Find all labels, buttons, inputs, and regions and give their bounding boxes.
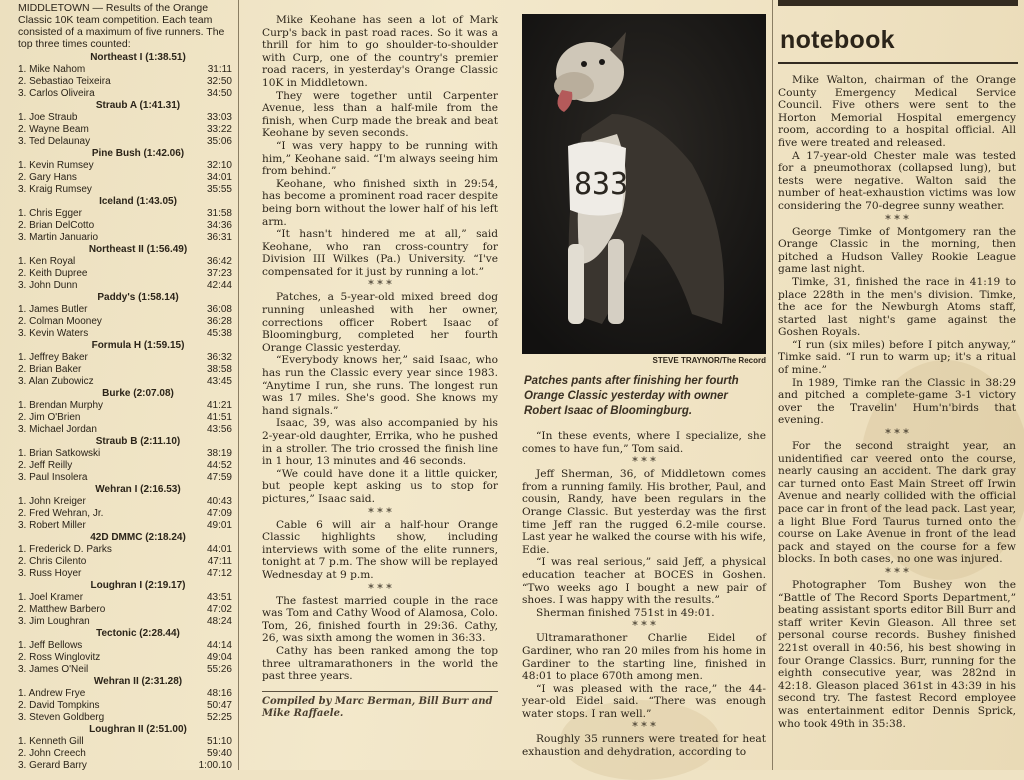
column-rule (238, 0, 239, 770)
runner-row (18, 64, 232, 76)
runner-name: 3. Steven Goldberg (18, 712, 105, 723)
runner-time: 47:12 (206, 568, 232, 579)
runner-time: 43:56 (206, 424, 232, 435)
paragraph: For the second straight year, an unidentified car veered onto the course, nearly causing an accident. The dark gray car turned onto East Main Street off Irwin Avenue and nearly collided with the official pace car in front of the lead pack. Last year, a light Blue Ford Taurus turned onto the course on Lake Avenue in front of the lead pack and stayed on the course for a few blocks. In both cases, no one was injured. (778, 440, 1016, 566)
timke-item (778, 226, 1016, 428)
team-heading: Tectonic (2:28.44) (96, 628, 180, 639)
runner-time: 32:10 (206, 160, 232, 171)
paragraph: “I run (six miles) before I pitch anyway,” Timke said. “I run to warm up; it's a ritual of mine.” (778, 338, 1016, 377)
runner-time: 42:44 (206, 280, 232, 291)
runner-time: 44:52 (206, 460, 232, 471)
runner-time: 33:03 (206, 112, 232, 123)
runner-name: 2. Ross Winglovitz (18, 652, 101, 663)
runner-time: 41:21 (206, 400, 232, 411)
runner-name: 3. Martin Januario (18, 232, 99, 243)
notebook-body (778, 74, 1016, 730)
separator-stars: * * * (632, 720, 656, 734)
runner-row (18, 88, 232, 100)
runner-name: 2. Brian DelCotto (18, 220, 95, 231)
runner-time: 45:38 (206, 328, 232, 339)
paragraph: Roughly 35 runners were treated for heat exhaustion and dehydration, according to (522, 733, 766, 759)
runner-name: 2. John Creech (18, 748, 86, 759)
paragraph: The fastest married couple in the race was Tom and Cathy Wood of Alamosa, Colo. Tom, 26, finished fourth in 29:36. Cathy, 26, was sixth among the women in 36:33. (262, 594, 498, 645)
results-intro: MIDDLETOWN — Results of the Orange Classic 10K team competition. Each team consisted of a maximum of five runners. The top three times counted: (18, 2, 225, 50)
photo-column (512, 0, 774, 770)
runner-name: 1. Ken Royal (18, 256, 76, 267)
runner-time: 38:19 (206, 448, 232, 459)
runner-time: 59:40 (206, 748, 232, 759)
paragraph: “I was very happy to be running with him,” Keohane said. “I'm always seeing him from behind.” (262, 139, 498, 178)
runner-time: 36:08 (206, 304, 232, 315)
runner-row (18, 556, 232, 568)
team-heading: Northeast I (1:38.51) (90, 52, 186, 63)
paragraph: “I was real serious,” said Jeff, a physical education teacher at BOCES in Goshen. “Two weeks ago I bought a new pair of shoes. I was happy with the results.” (522, 556, 766, 607)
paragraph: Ultramarathoner Charlie Eidel of Gardiner, who ran 20 miles from his home in Gardiner to the starting line, finished in 48:01 to place 670th among men. (522, 632, 766, 683)
runner-name: 1. Mike Nahom (18, 64, 86, 75)
team-heading: Burke (2:07.08) (102, 388, 174, 399)
separator-stars: * * * (885, 427, 909, 441)
tom-quote (522, 430, 766, 455)
separator-stars: * * * (632, 455, 656, 469)
runner-row (18, 76, 232, 88)
runner-time: 36:31 (206, 232, 232, 243)
paragraph: Mike Keohane has seen a lot of Mark Curp's back in past road races. So it was a thrill for him to go shoulder-to-shoulder with Curp, one of the country's premier road racers, in yesterday's Orange Classic 10K in Middletown. (262, 14, 498, 89)
runner-time: 48:24 (206, 616, 232, 627)
runner-row (18, 172, 232, 184)
runner-name: 2. David Tompkins (18, 700, 100, 711)
runner-row (18, 688, 232, 700)
separator-stars: * * * (368, 505, 392, 519)
team-heading: Wehran I (2:16.53) (95, 484, 181, 495)
wood-couple-item (262, 595, 498, 683)
runner-name: 1. Kevin Rumsey (18, 160, 94, 171)
runner-time: 38:58 (206, 364, 232, 375)
heat-exhaustion-item (522, 733, 766, 758)
runner-time: 44:01 (206, 544, 232, 555)
team-heading: Wehran II (2:31.28) (93, 676, 183, 687)
notebook-column (776, 0, 1024, 770)
runner-name: 1. James Butler (18, 304, 88, 315)
runner-row (18, 124, 232, 136)
dog-illustration (522, 14, 766, 354)
runner-time: 50:47 (206, 700, 232, 711)
runner-time: 52:25 (206, 712, 232, 723)
runner-time: 31:11 (207, 64, 232, 75)
runner-time: 36:42 (206, 256, 232, 267)
paragraph: “Everybody knows her,” said Isaac, who has run the Classic every year since 1983. “Anytime I run, she runs. The longest run was 17 miles. She's good. She knows my hand signals.” (262, 354, 498, 417)
runner-time: 35:06 (206, 136, 232, 147)
team-heading: Loughran II (2:51.00) (89, 724, 187, 735)
runner-name: 1. Kenneth Gill (18, 736, 84, 747)
runner-row (18, 508, 232, 520)
runner-time: 48:16 (206, 688, 232, 699)
paragraph: “It hasn't hindered me at all,” said Keohane, who ran cross-country for Division III Wilkes (Pa.) University. “I've compensated for it just by running a lot.” (262, 228, 498, 278)
paragraph: Mike Walton, chairman of the Orange County Emergency Medical Service Council. Five others were sent to the Horton Memorial Hospital emergency room, according to a hospital official. All five were treated and released. (778, 74, 1016, 149)
runner-name: 3. James O'Neil (18, 664, 89, 675)
patches-item (262, 291, 498, 505)
runner-row (18, 364, 232, 376)
article-column-2 (242, 0, 504, 770)
runner-name: 3. Robert Miller (18, 520, 86, 531)
runner-name: 3. Carlos Oliveira (18, 88, 95, 99)
runner-time: 44:14 (206, 640, 232, 651)
headline-bar (778, 0, 1018, 6)
team-heading: Loughran I (2:19.17) (90, 580, 186, 591)
runner-name: 2. Matthew Barbero (18, 604, 106, 615)
keohane-item (262, 14, 498, 278)
photo-credit: STEVE TRAYNOR/The Record (652, 356, 766, 365)
runner-name: 3. Alan Zubowicz (18, 376, 94, 387)
paragraph: A 17-year-old Chester male was tested for a pneumothorax (collapsed lung), but tests were negative. Walton said the number of heat-exhaustion victims was low considering the 70-degree sunny weather. (778, 149, 1016, 212)
separator-stars: * * * (368, 581, 392, 595)
runner-name: 2. Gary Hans (18, 172, 77, 183)
paragraph: In 1989, Timke ran the Classic in 38:29 and pitched a complete-game 3-1 victory over the Travelin' Hum'n'birds that evening. (778, 376, 1016, 427)
runner-time: 40:43 (206, 496, 232, 507)
runner-time: 36:28 (206, 316, 232, 327)
runner-row (18, 700, 232, 712)
cable-item (262, 519, 498, 582)
runner-time: 51:10 (206, 736, 232, 747)
team-heading: Iceland (1:43.05) (99, 196, 177, 207)
runner-row (18, 640, 232, 652)
runner-time: 47:02 (206, 604, 232, 615)
separator-stars: * * * (885, 565, 909, 579)
runner-row (18, 160, 232, 172)
runner-row (18, 748, 232, 760)
runner-time: 31:58 (206, 208, 232, 219)
runner-time: 49:04 (206, 652, 232, 663)
runner-row (18, 424, 232, 436)
separator-stars: * * * (632, 619, 656, 633)
runner-time: 35:55 (206, 184, 232, 195)
paragraph: Photographer Tom Bushey won the “Battle of The Record Sports Department,” beating assistant sports editor Bill Burr and staff writer Kevin Gleason. All three set personal course records. Bushey finished 221st overall in 40:56, his best showing in four Orange Classics. Burr, running for the eighth consecutive year, was 282nd in 42:18. Gleason placed 361st in 43:39 in his second try. The fastest Record employee was entertainment editor Dennis Sprick, who took 49th in 35:38. (778, 578, 1016, 730)
paragraph: Jeff Sherman, 36, of Middletown comes from a running family. His brother, Paul, and cousin, Randy, have been regulars in the Orange Classic. But yesterday was the first time Jeff ran the rugged 6.2-mile course. Last year he walked the course with his wife, Edie. (522, 468, 766, 556)
runner-name: 1. Joel Kramer (18, 592, 84, 603)
separator-stars: * * * (368, 278, 392, 292)
runner-name: 2. Wayne Beam (18, 124, 89, 135)
team-heading: 42D DMMC (2:18.24) (90, 532, 186, 543)
runner-name: 1. Frederick D. Parks (18, 544, 112, 555)
runner-time: 43:51 (206, 592, 232, 603)
runner-name: 3. Kraig Rumsey (18, 184, 92, 195)
paragraph: “In these events, where I specialize, she comes to have fun,” Tom said. (522, 430, 766, 455)
team-heading: Straub B (2:11.10) (95, 436, 181, 447)
runner-row (18, 736, 232, 748)
runner-row (18, 412, 232, 424)
team-heading: Straub A (1:41.31) (95, 100, 181, 111)
runner-row (18, 460, 232, 472)
runner-time: 34:01 (206, 172, 232, 183)
runner-time: 41:51 (206, 412, 232, 423)
runner-row (18, 376, 232, 388)
runner-row (18, 652, 232, 664)
runner-name: 1. Joe Straub (18, 112, 78, 123)
results-column (0, 0, 236, 770)
runner-name: 1. Brendan Murphy (18, 400, 104, 411)
paragraph: “We could have done it a little quicker, but people kept asking us to stop for pictures,” Isaac said. (262, 467, 498, 505)
bushey-item (778, 579, 1016, 730)
team-results-list (0, 52, 236, 770)
runner-name: 2. Keith Dupree (18, 268, 88, 279)
runner-name: 1. Jeff Bellows (18, 640, 83, 651)
runner-row (18, 400, 232, 412)
runner-time: 43:45 (206, 376, 232, 387)
sherman-item (522, 468, 766, 619)
runner-time: 34:50 (206, 88, 232, 99)
bib-number: 833 (574, 167, 629, 202)
paragraph: “I was pleased with the race,” the 44-year-old Eidel said. “There was enough water stops. I ran well.” (522, 682, 766, 720)
runner-name: 2. Chris Cilento (18, 556, 87, 567)
runner-row (18, 112, 232, 124)
runner-name: 2. Colman Mooney (18, 316, 102, 327)
runner-row (18, 136, 232, 148)
runner-row (18, 568, 232, 580)
paragraph: Cable 6 will air a half-hour Orange Classic highlights show, including interviews with some of the elite runners, tonight at 7 p.m. The show will be replayed Wednesday at 9 p.m. (262, 518, 498, 581)
dog-photo (522, 14, 766, 354)
section-headline: notebook (780, 26, 895, 54)
runner-time: 1:00.10 (198, 760, 232, 770)
runner-name: 2. Jim O'Brien (18, 412, 81, 423)
runner-name: 1. Jeffrey Baker (18, 352, 88, 363)
article-column-3 (522, 430, 766, 759)
runner-time: 47:59 (206, 472, 232, 483)
eidel-item (522, 632, 766, 720)
runner-row (18, 184, 232, 196)
paragraph: They were together until Carpenter Avenue, less than a half-mile from the finish, when Curp made the break and beat Keohane by seven seconds. (262, 89, 498, 140)
runner-row (18, 328, 232, 340)
runner-row (18, 760, 232, 770)
runner-name: 3. John Dunn (18, 280, 78, 291)
runner-row (18, 268, 232, 280)
runner-row (18, 520, 232, 532)
runner-name: 1. Chris Egger (18, 208, 82, 219)
paragraph: Cathy has been ranked among the top three ultramarathoners in the world the past three years. (262, 644, 498, 683)
runner-row (18, 352, 232, 364)
separator-stars: * * * (885, 212, 909, 226)
runner-row (18, 304, 232, 316)
paragraph: Sherman finished 751st in 49:01. (536, 606, 715, 619)
runner-time: 47:09 (206, 508, 232, 519)
paragraph: George Timke of Montgomery ran the Orange Classic in the morning, then pitched a Hudson Valley Rookie League game last night. (778, 225, 1016, 276)
runner-row (18, 208, 232, 220)
paragraph: Isaac, 39, was also accompanied by his 2-year-old daughter, Errika, who he pushed in a stroller. The trio crossed the finish line in 1 hour, 13 minutes and 46 seconds. (262, 417, 498, 468)
team-heading: Formula H (1:59.15) (91, 340, 185, 351)
runner-row (18, 280, 232, 292)
compiled-by-credit: Compiled by Marc Berman, Bill Burr and Mike Raffaele. (262, 691, 498, 720)
runner-row (18, 448, 232, 460)
runner-row (18, 544, 232, 556)
team-heading: Northeast II (1:56.49) (88, 244, 188, 255)
runner-name: 2. Brian Baker (18, 364, 82, 375)
runner-time: 34:36 (206, 220, 232, 231)
runner-name: 1. Brian Satkowski (18, 448, 101, 459)
runner-name: 2. Fred Wehran, Jr. (18, 508, 104, 519)
runner-time: 49:01 (206, 520, 232, 531)
runner-row (18, 712, 232, 724)
runner-time: 36:32 (206, 352, 232, 363)
runner-row (18, 472, 232, 484)
runner-name: 3. Ted Delaunay (18, 136, 91, 147)
runner-row (18, 592, 232, 604)
runner-name: 2. Jeff Reilly (18, 460, 73, 471)
runner-row (18, 616, 232, 628)
car-item (778, 440, 1016, 566)
runner-time: 37:23 (206, 268, 232, 279)
runner-row (18, 256, 232, 268)
runner-name: 3. Russ Hoyer (18, 568, 82, 579)
walton-item (778, 74, 1016, 213)
photo-caption: Patches pants after finishing her fourth Orange Classic yesterday with owner Robert Isaac of Bloomingburg. (524, 375, 739, 417)
runner-row (18, 496, 232, 508)
team-heading: Pine Bush (1:42.06) (91, 148, 185, 159)
runner-row (18, 664, 232, 676)
paragraph: Patches, a 5-year-old mixed breed dog running unleashed with her owner, corrections officer Robert Isaac of Bloomingburg, completed her fourth Orange Classic yesterday. (262, 291, 498, 354)
runner-name: 3. Paul Insolera (18, 472, 88, 483)
runner-row (18, 604, 232, 616)
runner-name: 2. Sebastiao Teixeira (18, 76, 111, 87)
runner-name: 3. Kevin Waters (18, 328, 89, 339)
runner-row (18, 232, 232, 244)
runner-name: 1. Andrew Frye (18, 688, 86, 699)
runner-time: 33:22 (206, 124, 232, 135)
runner-name: 3. Gerard Barry (18, 760, 87, 770)
paragraph: Timke, 31, finished the race in 41:19 to place 228th in the men's division. Timke, the ace for the Newburgh Atoms staff, started last night's game against the Goshen Royals. (778, 275, 1016, 339)
runner-name: 3. Jim Loughran (18, 616, 90, 627)
runner-time: 47:11 (207, 556, 232, 567)
headline-rule (778, 62, 1018, 64)
runner-name: 3. Michael Jordan (18, 424, 97, 435)
runner-row (18, 316, 232, 328)
team-heading: Paddy's (1:58.14) (97, 292, 179, 303)
runner-time: 32:50 (206, 76, 232, 87)
runner-time: 55:26 (206, 664, 232, 675)
paragraph: Keohane, who finished sixth in 29:54, has become a prominent road racer despite being born without the lower half of his left arm. (262, 177, 498, 228)
runner-name: 1. John Kreiger (18, 496, 86, 507)
runner-row (18, 220, 232, 232)
